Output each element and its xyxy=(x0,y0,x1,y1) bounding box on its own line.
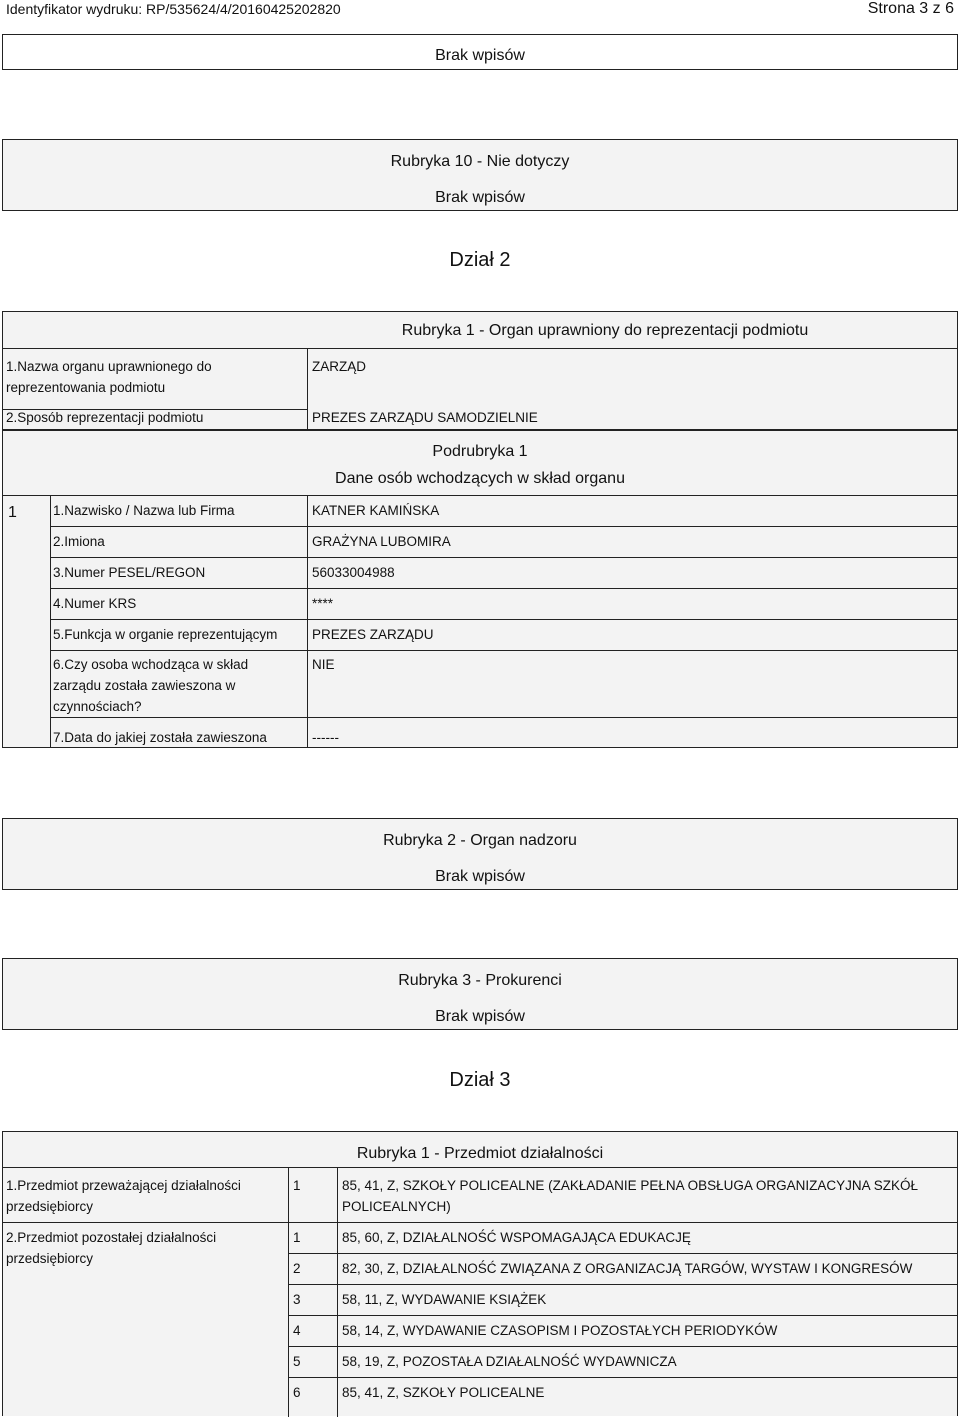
function-label: 5.Funkcja w organie reprezentującym xyxy=(53,627,278,642)
krs-label: 4.Numer KRS xyxy=(53,596,137,611)
podrubryka-1-title: Podrubryka 1 xyxy=(432,443,528,460)
page-number: Strona 3 z 6 xyxy=(867,0,954,17)
other-activity-text: 58, 14, Z, WYDAWANIE CZASOPISM I POZOSTAŁYCH PERIODYKÓW xyxy=(342,1323,778,1338)
other-activity-text: 85, 60, Z, DZIAŁALNOŚĆ WSPOMAGAJĄCA EDUKACJĘ xyxy=(342,1230,691,1245)
section-title-dzial-2: Dział 2 xyxy=(449,249,511,271)
suspended-label: 6.Czy osoba wchodząca w skład zarządu została zawieszona w czynnościach? xyxy=(53,657,249,714)
rubryka-2-title: Rubryka 2 - Organ nadzoru xyxy=(383,832,577,849)
main-activity-text: 85, 41, Z, SZKOŁY POLICEALNE (ZAKŁADANIE PEŁNA OBSŁUGA ORGANIZACYJNA SZKÓŁ POLICEALNYCH) xyxy=(342,1178,918,1214)
main-activity-label: 1.Przedmiot przeważającej działalności przedsiębiorcy xyxy=(6,1178,241,1214)
other-activity-number: 2 xyxy=(293,1261,301,1276)
surname-value: KATNER KAMIŃSKA xyxy=(312,503,440,518)
krs-value: **** xyxy=(312,596,334,611)
rubryka-1-activity-title: Rubryka 1 - Przedmiot działalności xyxy=(356,1145,604,1162)
other-activity-text: 85, 41, Z, SZKOŁY POLICEALNE xyxy=(342,1385,545,1400)
rubryka-10 xyxy=(2,139,958,211)
other-activity-number: 6 xyxy=(293,1385,301,1400)
first-names-value: GRAŻYNA LUBOMIRA xyxy=(312,534,451,549)
other-activity-text: 58, 19, Z, POZOSTAŁA DZIAŁALNOŚĆ WYDAWNICZA xyxy=(342,1354,677,1369)
other-activity-number: 4 xyxy=(293,1323,301,1338)
organ-name-value: ZARZĄD xyxy=(312,359,366,374)
section-title-dzial-3: Dział 3 xyxy=(449,1069,511,1091)
suspension-date-value: ------ xyxy=(312,730,339,745)
first-names-label: 2.Imiona xyxy=(53,534,105,549)
rubryka-1-organ-title: Rubryka 1 - Organ uprawniony do reprezentacji podmiotu xyxy=(401,322,809,339)
rubryka-2-empty: Brak wpisów xyxy=(435,868,525,885)
suspended-value: NIE xyxy=(312,657,335,672)
main-activity-number: 1 xyxy=(293,1178,301,1193)
suspension-date-label: 7.Data do jakiej została zawieszona xyxy=(53,730,267,745)
rubryka-1-organ xyxy=(2,311,958,430)
other-activity-number: 1 xyxy=(293,1230,301,1245)
rubryka-1-activity xyxy=(2,1131,958,1416)
rubryka-10-empty: Brak wpisów xyxy=(435,189,525,206)
function-value: PREZES ZARZĄDU xyxy=(312,627,434,642)
rubryka-3 xyxy=(2,958,958,1030)
empty-entries-text: Brak wpisów xyxy=(435,47,525,64)
other-activity-number: 5 xyxy=(293,1354,301,1369)
other-activity-label: 2.Przedmiot pozostałej działalności przedsiębiorcy xyxy=(6,1230,217,1266)
other-activity-text: 58, 11, Z, WYDAWANIE KSIĄŻEK xyxy=(342,1292,547,1307)
podrubryka-1 xyxy=(2,430,958,748)
print-identifier: Identyfikator wydruku: RP/535624/4/20160425202820 xyxy=(6,1,341,17)
pesel-label: 3.Numer PESEL/REGON xyxy=(53,565,206,580)
other-activity-number: 3 xyxy=(293,1292,301,1307)
top-empty-box xyxy=(2,34,958,70)
pesel-value: 56033004988 xyxy=(312,565,395,580)
person-index: 1 xyxy=(8,504,17,521)
rubryka-2 xyxy=(2,818,958,890)
organ-name-label: 1.Nazwa organu uprawnionego do reprezentowania podmiotu xyxy=(6,359,212,395)
representation-method-label: 2.Sposób reprezentacji podmiotu xyxy=(6,410,204,425)
representation-method-value: PREZES ZARZĄDU SAMODZIELNIE xyxy=(312,410,538,425)
rubryka-3-title: Rubryka 3 - Prokurenci xyxy=(398,972,562,989)
other-activity-text: 82, 30, Z, DZIAŁALNOŚĆ ZWIĄZANA Z ORGANIZACJĄ TARGÓW, WYSTAW I KONGRESÓW xyxy=(342,1261,913,1276)
rubryka-3-empty: Brak wpisów xyxy=(435,1008,525,1025)
rubryka-10-title: Rubryka 10 - Nie dotyczy xyxy=(390,153,570,170)
podrubryka-1-subtitle: Dane osób wchodzących w skład organu xyxy=(335,470,625,487)
surname-label: 1.Nazwisko / Nazwa lub Firma xyxy=(53,503,235,518)
